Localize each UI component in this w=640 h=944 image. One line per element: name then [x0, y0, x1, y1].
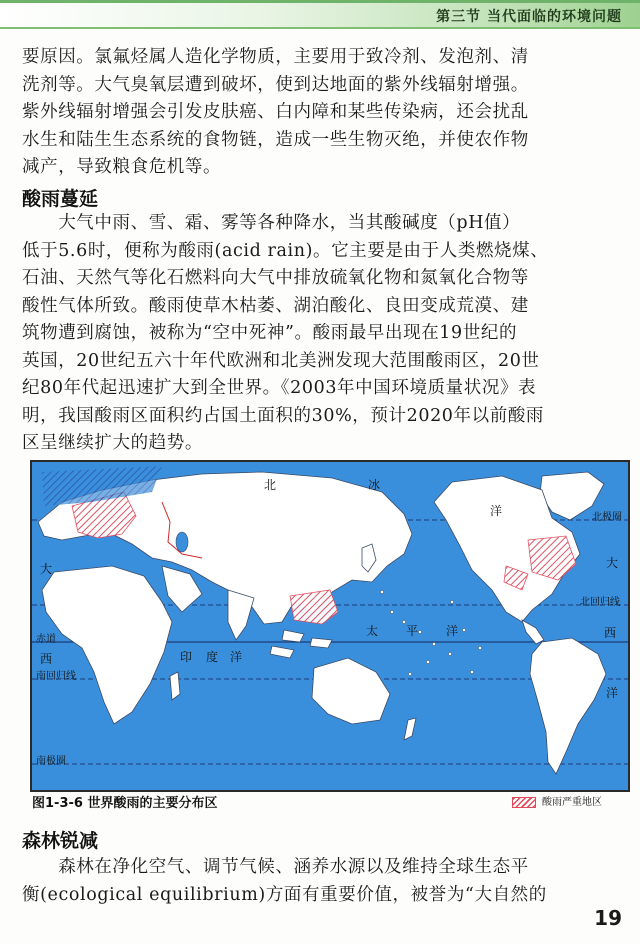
text-line: 大气中雨、雪、霜、雾等各种降水，当其酸碱度（pH值） — [22, 213, 521, 233]
atlantic-ocean-label-right-3: 洋 — [606, 686, 619, 700]
text-line: 洗剂等。大气臭氧层遭到破坏，使到达地面的紫外线辐射增强。 — [22, 74, 529, 95]
atlantic-ocean-label-right-1: 大 — [606, 556, 619, 570]
arctic-ocean-label-3: 洋 — [490, 504, 503, 518]
text-line: 水生和陆生生态系统的食物链，造成一些生物灭绝，并使农作物 — [22, 129, 529, 150]
arctic-circle-label: 北极圈 — [592, 512, 622, 523]
legend-label: 酸雨严重地区 — [542, 797, 602, 808]
text-line: 低于5.6时，便称为酸雨(acid rain)。它主要是由于人类燃烧煤、 — [22, 240, 549, 261]
paragraph-acid-rain — [22, 210, 622, 458]
india-landmass — [228, 590, 254, 640]
indian-ocean-label-2: 度 — [206, 650, 219, 664]
world-acid-rain-map — [30, 460, 630, 792]
paragraph-forest — [22, 854, 622, 909]
arctic-ocean-label-2: 冰 — [368, 478, 381, 492]
acid-rain-area-china — [290, 590, 338, 624]
pacific-island-dots — [380, 590, 481, 675]
text-line: 区呈继续扩大的趋势。 — [22, 433, 203, 453]
text-line: 筑物遭到腐蚀，被称为“空中死神”。酸雨最早出现在19世纪的 — [22, 323, 518, 343]
pacific-ocean-label-3: 洋 — [446, 624, 459, 638]
text-line: 要原因。氯氟烃属人造化学物质，主要用于致冷剂、发泡剂、清 — [22, 47, 529, 67]
page-header-band — [0, 0, 640, 34]
tropic-of-capricorn-label: 南回归线 — [36, 671, 76, 682]
text-line: 紫外线辐射增强会引发皮肤癌、白内障和某些传染病，还会扰乱 — [22, 102, 529, 122]
arctic-ocean-label-1: 北 — [264, 478, 277, 492]
africa-landmass — [42, 566, 172, 724]
antarctic-circle-label: 南极圈 — [36, 756, 66, 767]
text-line: 森林在净化空气、调节气候、涵养水源以及维持全球生态平 — [22, 857, 529, 877]
atlantic-ocean-label-left: 大 — [40, 562, 53, 576]
atlantic-ocean-label-right-2: 西 — [604, 626, 617, 640]
madagascar-island — [170, 672, 180, 700]
text-line: 石油、天然气等化石燃料向大气中排放硫氧化物和氮氧化合物等 — [22, 268, 529, 288]
caspian-sea — [176, 532, 188, 552]
pacific-ocean-label-1: 太 — [366, 624, 379, 638]
text-line: 衡(ecological equilibrium)方面有重要价值，被誉为“大自然的 — [22, 884, 547, 905]
world-map-drawing — [32, 462, 628, 790]
new-zealand-islands — [404, 718, 416, 740]
page-number: 19 — [594, 906, 622, 930]
south-america-landmass — [530, 638, 606, 774]
tropic-of-cancer-label: 北回归线 — [580, 597, 620, 608]
indonesia-islands — [270, 630, 332, 658]
indian-ocean-label-1: 印 — [180, 650, 193, 664]
figure-caption: 图1-3-6 世界酸雨的主要分布区 — [32, 796, 218, 811]
text-line: 明，我国酸雨区面积约占国土面积的30%，预计2020年以前酸雨 — [22, 405, 545, 426]
acid-rain-hatch-swatch — [512, 797, 536, 808]
section-heading-forest: 森林锐减 — [22, 830, 99, 852]
central-america-landmass — [522, 620, 544, 644]
indian-ocean-label-3: 洋 — [230, 650, 243, 664]
section-heading-acid-rain: 酸雨蔓延 — [22, 188, 99, 210]
pacific-ocean-label-2: 平 — [406, 624, 419, 638]
running-header-title: 第三节 当代面临的环境问题 — [436, 9, 622, 25]
text-line: 酸性气体所致。酸雨使草木枯萎、湖泊酸化、良田变成荒漠、建 — [22, 295, 529, 316]
australia-landmass — [312, 658, 390, 724]
west-label-left: 西 — [40, 652, 53, 666]
paragraph-ozone — [22, 44, 622, 182]
text-line: 减产，导致粮食危机等。 — [22, 157, 222, 177]
equator-label: 赤道 — [36, 634, 56, 645]
text-line: 纪80年代起迅速扩大到全世界。《2003年中国环境质量状况》表 — [22, 378, 537, 398]
map-legend — [512, 793, 602, 808]
text-line: 英国，20世纪五六十年代欧洲和北美洲发现大范围酸雨区，20世 — [22, 350, 540, 371]
